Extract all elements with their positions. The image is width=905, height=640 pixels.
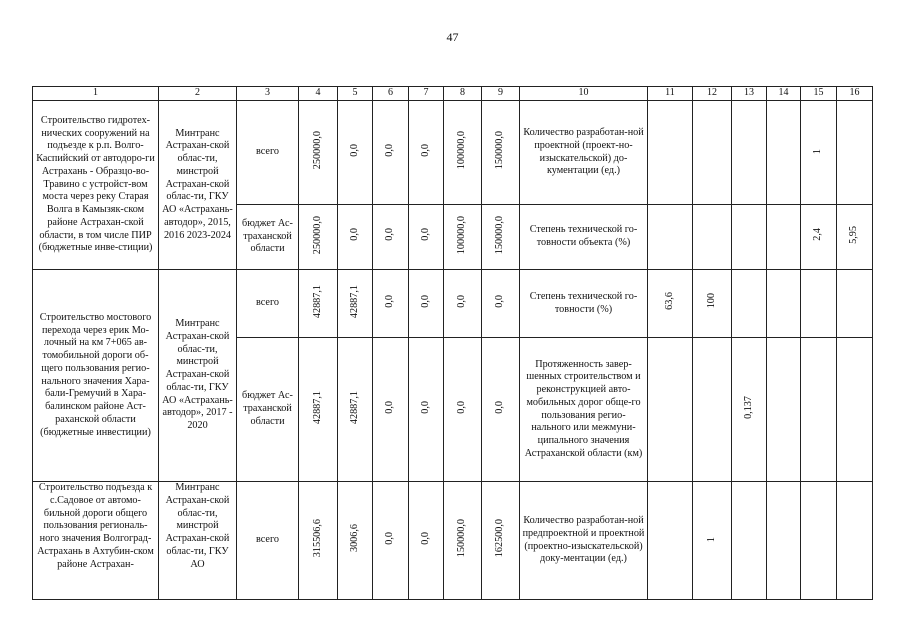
value-cell — [732, 205, 767, 270]
responsible-org: Минтранс Астрахан-ской облас-ти, минстрой Астрахан-ской облас-ти, ГКУ АО «Астрахань-автодор», 2015, 2016 2023-2024 — [159, 101, 237, 270]
value-cell — [693, 205, 732, 270]
value-cell — [299, 101, 338, 205]
value-cell — [648, 101, 693, 205]
header-cell: 4 — [299, 87, 338, 101]
value-text: 0,0 — [384, 228, 396, 241]
header-cell: 5 — [338, 87, 373, 101]
value-cell — [693, 338, 732, 482]
value-cell — [299, 270, 338, 338]
table-row — [33, 270, 873, 338]
value-cell — [732, 482, 767, 600]
program-table — [32, 86, 873, 600]
funding-source: бюджет Ас-траханской области — [237, 338, 299, 482]
value-cell — [338, 270, 373, 338]
indicator-name: Степень технической го-товности объекта (%) — [520, 205, 648, 270]
value-cell — [444, 101, 482, 205]
value-text: 42887,1 — [311, 284, 323, 318]
value-text: 0,0 — [384, 400, 396, 414]
table-row — [33, 101, 873, 205]
value-cell — [444, 482, 482, 600]
funding-source: всего — [237, 101, 299, 205]
header-cell: 12 — [693, 87, 732, 101]
value-cell — [648, 205, 693, 270]
value-text: 5,95 — [848, 225, 860, 244]
table-row — [33, 482, 873, 600]
indicator-name: Протяженность завер-шенных строительством и реконструкцией авто-мобильных дорог обще-го пользования регио-нального или межмуни-ципального значения Астраханской области (км) — [520, 338, 648, 482]
value-cell — [482, 338, 520, 482]
value-text: 0,0 — [456, 400, 468, 414]
value-text: 162500,0 — [494, 519, 506, 558]
value-cell — [482, 205, 520, 270]
value-text: 100000,0 — [456, 215, 468, 254]
value-cell — [444, 205, 482, 270]
value-text: 0,0 — [494, 400, 506, 414]
value-cell — [801, 205, 837, 270]
value-text: 0,0 — [419, 228, 431, 241]
value-cell — [482, 482, 520, 600]
value-text: 250000,0 — [311, 215, 323, 254]
value-text: 100000,0 — [456, 131, 468, 170]
value-text: 100 — [705, 293, 717, 309]
value-text: 0,0 — [494, 294, 506, 308]
header-cell: 14 — [767, 87, 801, 101]
value-cell — [409, 482, 444, 600]
value-text: 150000,0 — [456, 519, 468, 558]
funding-source: бюджет Ас-траханской области — [237, 205, 299, 270]
value-text: 1 — [812, 149, 824, 155]
value-text: 0,0 — [456, 294, 468, 308]
value-text: 315506,6 — [311, 519, 323, 558]
value-cell — [801, 270, 837, 338]
value-cell — [373, 101, 409, 205]
value-cell — [767, 205, 801, 270]
value-text: 250000,0 — [311, 131, 323, 170]
value-cell — [299, 338, 338, 482]
value-cell — [767, 482, 801, 600]
value-cell — [409, 205, 444, 270]
header-cell: 13 — [732, 87, 767, 101]
value-cell — [409, 338, 444, 482]
value-cell — [373, 482, 409, 600]
value-cell — [837, 338, 873, 482]
value-cell — [837, 101, 873, 205]
value-text: 0,0 — [419, 143, 431, 157]
header-cell: 7 — [409, 87, 444, 101]
value-cell — [693, 270, 732, 338]
header-cell: 8 — [444, 87, 482, 101]
value-cell — [444, 270, 482, 338]
page-number: 47 — [446, 30, 459, 44]
funding-source: всего — [237, 482, 299, 600]
indicator-name: Количество разработан-ной проектной (проект-но-изыскательской) до-кументации (ед.) — [520, 101, 648, 205]
value-cell — [648, 338, 693, 482]
header-cell: 3 — [237, 87, 299, 101]
header-cell: 11 — [648, 87, 693, 101]
value-text: 2,4 — [812, 228, 824, 241]
value-text: 0,0 — [384, 294, 396, 308]
value-text: 0,0 — [419, 531, 431, 545]
responsible-org: Минтранс Астрахан-ской облас-ти, минстрой Астрахан-ской облас-ти, ГКУ АО «Астрахань-автодор», 2017 - 2020 — [159, 270, 237, 482]
value-cell — [732, 338, 767, 482]
value-cell — [732, 270, 767, 338]
value-cell — [338, 205, 373, 270]
header-cell: 2 — [159, 87, 237, 101]
funding-source: всего — [237, 270, 299, 338]
header-cell: 6 — [373, 87, 409, 101]
header-cell: 1 — [33, 87, 159, 101]
value-text: 0,137 — [742, 395, 754, 419]
value-text: 0,0 — [419, 400, 431, 414]
value-cell — [373, 270, 409, 338]
header-cell: 16 — [837, 87, 873, 101]
value-text: 150000,0 — [494, 131, 506, 170]
value-text: 42887,1 — [348, 390, 360, 424]
value-cell — [482, 270, 520, 338]
value-text: 0,0 — [384, 531, 396, 545]
value-cell — [409, 270, 444, 338]
value-cell — [837, 270, 873, 338]
value-text: 0,0 — [348, 228, 360, 241]
value-text: 42887,1 — [311, 390, 323, 424]
value-cell — [693, 482, 732, 600]
value-text: 0,0 — [384, 143, 396, 157]
value-text: 63,6 — [663, 292, 675, 311]
value-cell — [648, 482, 693, 600]
value-cell — [837, 482, 873, 600]
indicator-name: Степень технической го-товности (%) — [520, 270, 648, 338]
value-text: 3006,6 — [348, 524, 360, 553]
header-cell: 10 — [520, 87, 648, 101]
value-text: 1 — [705, 537, 717, 543]
value-cell — [801, 101, 837, 205]
value-cell — [648, 270, 693, 338]
value-cell — [338, 101, 373, 205]
value-cell — [801, 338, 837, 482]
value-cell — [373, 205, 409, 270]
value-cell — [444, 338, 482, 482]
header-row — [33, 87, 873, 101]
value-cell — [409, 101, 444, 205]
header-cell: 15 — [801, 87, 837, 101]
value-cell — [732, 101, 767, 205]
value-cell — [299, 205, 338, 270]
value-text: 0,0 — [348, 143, 360, 157]
value-text: 42887,1 — [348, 284, 360, 318]
value-text: 0,0 — [419, 294, 431, 308]
value-cell — [837, 205, 873, 270]
header-cell: 9 — [482, 87, 520, 101]
value-cell — [338, 482, 373, 600]
value-cell — [373, 338, 409, 482]
project-name: Строительство подъезда к с.Садовое от автомо-бильной дороги общего пользования региональ-ного значения Волгоград-Астрахань в Ахтубин-ском районе Астрахан- — [33, 482, 159, 600]
value-cell — [338, 338, 373, 482]
value-cell — [299, 482, 338, 600]
indicator-name: Количество разработан-ной предпроектной и проектной (проектно-изыскательской) доку-ментации (ед.) — [520, 482, 648, 600]
project-name: Строительство мостового перехода через ерик Мо-лочный на км 7+065 ав-томобильной дороги об-щего пользования регио-нального значения Хара-бали-Гремучий в Хара-балинском районе Аст-раханской области (бюджетные инвестиции) — [33, 270, 159, 482]
value-cell — [482, 101, 520, 205]
value-text: 150000,0 — [494, 215, 506, 254]
value-cell — [801, 482, 837, 600]
value-cell — [767, 101, 801, 205]
value-cell — [767, 270, 801, 338]
project-name: Строительство гидротех-нических сооружений на подъезде к р.п. Волго-Каспийский от автодоро-ги Астрахань - Образцо-во-Травино с устройст-вом моста через реку Старая Волга в Камызяк-ском районе Астрахан-ской области, в том числе ПИР (бюджетные инве-стиции) — [33, 101, 159, 270]
value-cell — [693, 101, 732, 205]
responsible-org: Минтранс Астрахан-ской облас-ти, минстрой Астрахан-ской облас-ти, ГКУ АО — [159, 482, 237, 600]
value-cell — [767, 338, 801, 482]
